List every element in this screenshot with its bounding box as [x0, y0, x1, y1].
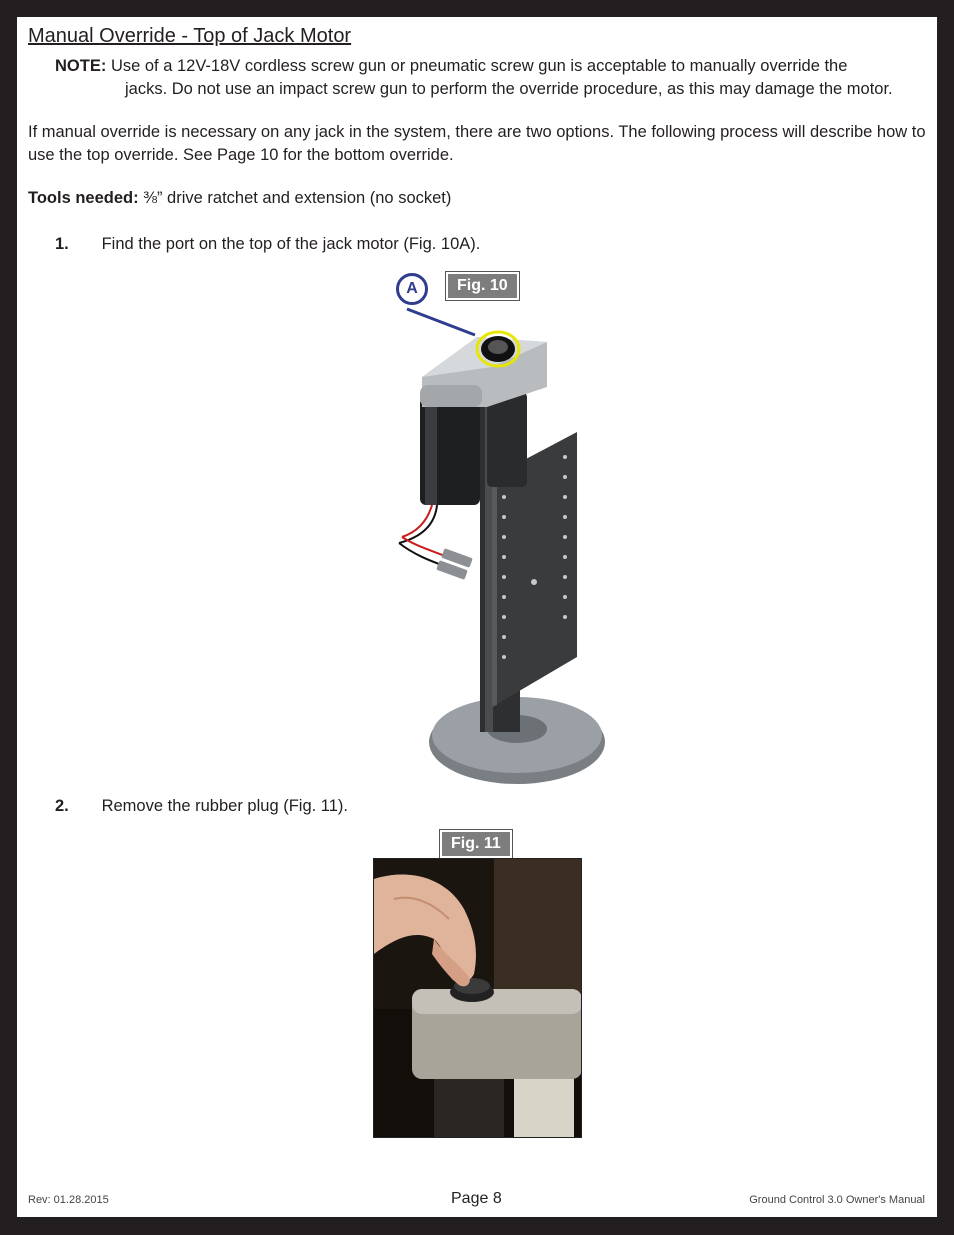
fig10-label: Fig. 10 [446, 272, 519, 300]
note-label: NOTE: [55, 57, 107, 75]
step-text: Find the port on the top of the jack motor (Fig. 10A). [101, 235, 481, 253]
step-number: 2. [55, 797, 69, 815]
note-text-line1: Use of a 12V-18V cordless screw gun or pneumatic screw gun is acceptable to manually override the [110, 57, 848, 75]
step-2 [55, 797, 348, 816]
footer-revision: Rev: 01.28.2015 [28, 1194, 109, 1206]
step-1 [55, 235, 480, 254]
note-text-rest: jacks. Do not use an impact screw gun to perform the override procedure, as this may damage the motor. [125, 80, 893, 98]
fig11-label: Fig. 11 [440, 830, 512, 858]
note-block [55, 55, 915, 101]
footer-manual-title: Ground Control 3.0 Owner's Manual [749, 1194, 925, 1206]
step-number: 1. [55, 235, 69, 253]
page-title: Manual Override - Top of Jack Motor [28, 25, 352, 47]
fig11-photo [373, 858, 582, 1138]
intro-paragraph: If manual override is necessary on any jack in the system, there are two options. The following process will describe how to use the top override. See Page 10 for the bottom override. [28, 123, 926, 164]
fig10-jack-illustration [357, 267, 677, 797]
tools-label: Tools needed: [28, 189, 139, 207]
step-text: Remove the rubber plug (Fig. 11). [101, 797, 348, 815]
tools-needed [28, 189, 451, 208]
fig11-photo-drawing [374, 859, 581, 1137]
manual-page [17, 17, 937, 1217]
callout-line [407, 309, 475, 335]
motor-wire-red [402, 505, 432, 537]
tools-text: ⅜” drive ratchet and extension (no socket) [143, 189, 452, 207]
footer-page-number: Page 8 [451, 1190, 502, 1207]
fig10-callout-a: A [396, 273, 428, 305]
